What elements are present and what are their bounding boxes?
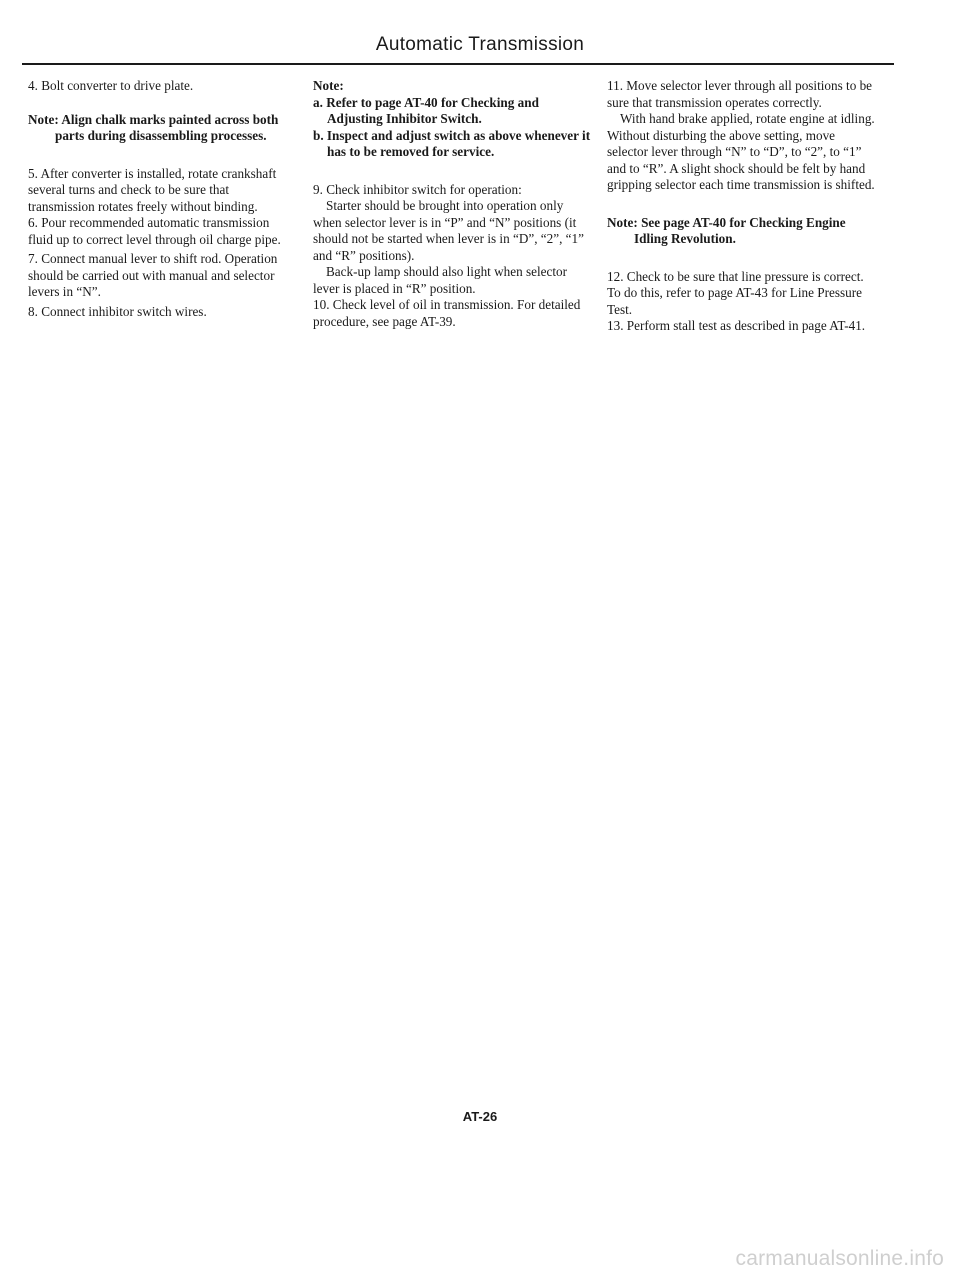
note-label: Note: (313, 78, 344, 93)
step-13: 13. Perform stall test as described in page AT-41. (607, 318, 866, 333)
right-column (607, 78, 879, 335)
step-9: 9. Check inhibitor switch for operation: (313, 181, 522, 197)
page-number: AT-26 (462, 1109, 498, 1124)
step-5: 5. After converter is installed, rotate crankshaft several turns and check to be sure that transmission rotates freely without binding. (28, 165, 277, 214)
left-column (28, 78, 290, 320)
step-7: 7. Connect manual lever to shift rod. Operation should be carried out with manual and selector levers in “N”. (28, 251, 278, 299)
step-12: 12. Check to be sure that line pressure is correct. To do this, refer to page AT-43 for Line Pressure Test. (607, 268, 864, 317)
header-divider (22, 63, 894, 65)
note-label: Note: (28, 111, 59, 127)
note-a: a. Refer to page AT-40 for Checking and Adjusting Inhibitor Switch. (313, 94, 539, 126)
note-text: See page AT-40 for Checking Engine Idling Revolution. (634, 214, 846, 246)
step-9-starter: Starter should be brought into operation only when selector lever is in “P” and “N” positions (it should not be started when lever is in “D”, “2”, “1” and “R” positions). (313, 198, 584, 263)
step-11: 11. Move selector lever through all positions to be sure that transmission operates correctly. (607, 78, 873, 110)
note-label: Note: (607, 214, 638, 230)
note-block (607, 215, 879, 248)
step-9-backup: Back-up lamp should also light when selector lever is placed in “R” position. (313, 264, 567, 296)
note-b: b. Inspect and adjust switch as above whenever it has to be removed for service. (313, 127, 591, 159)
watermark-text: carmanualsonline.info (735, 1247, 944, 1270)
note-text: Align chalk marks painted across both parts during disassembling processes. (55, 111, 279, 143)
step-8: 8. Connect inhibitor switch wires. (28, 303, 207, 319)
step-4: 4. Bolt converter to drive plate. (28, 78, 194, 93)
middle-column (313, 78, 593, 330)
step-6: 6. Pour recommended automatic transmission fluid up to correct level through oil charge pipe. (28, 215, 281, 247)
step-10: 10. Check level of oil in transmission. For detailed procedure, see page AT-39. (313, 297, 581, 329)
step-11-detail: With hand brake applied, rotate engine at idling. Without disturbing the above setting, move selector lever through “N” to “D”, to “2”, to “1” and to “R”. A slight shock should be felt by hand gripping selector each time transmission is shifted. (607, 111, 875, 192)
note-block (28, 112, 290, 145)
page-title: Automatic Transmission (375, 34, 585, 55)
